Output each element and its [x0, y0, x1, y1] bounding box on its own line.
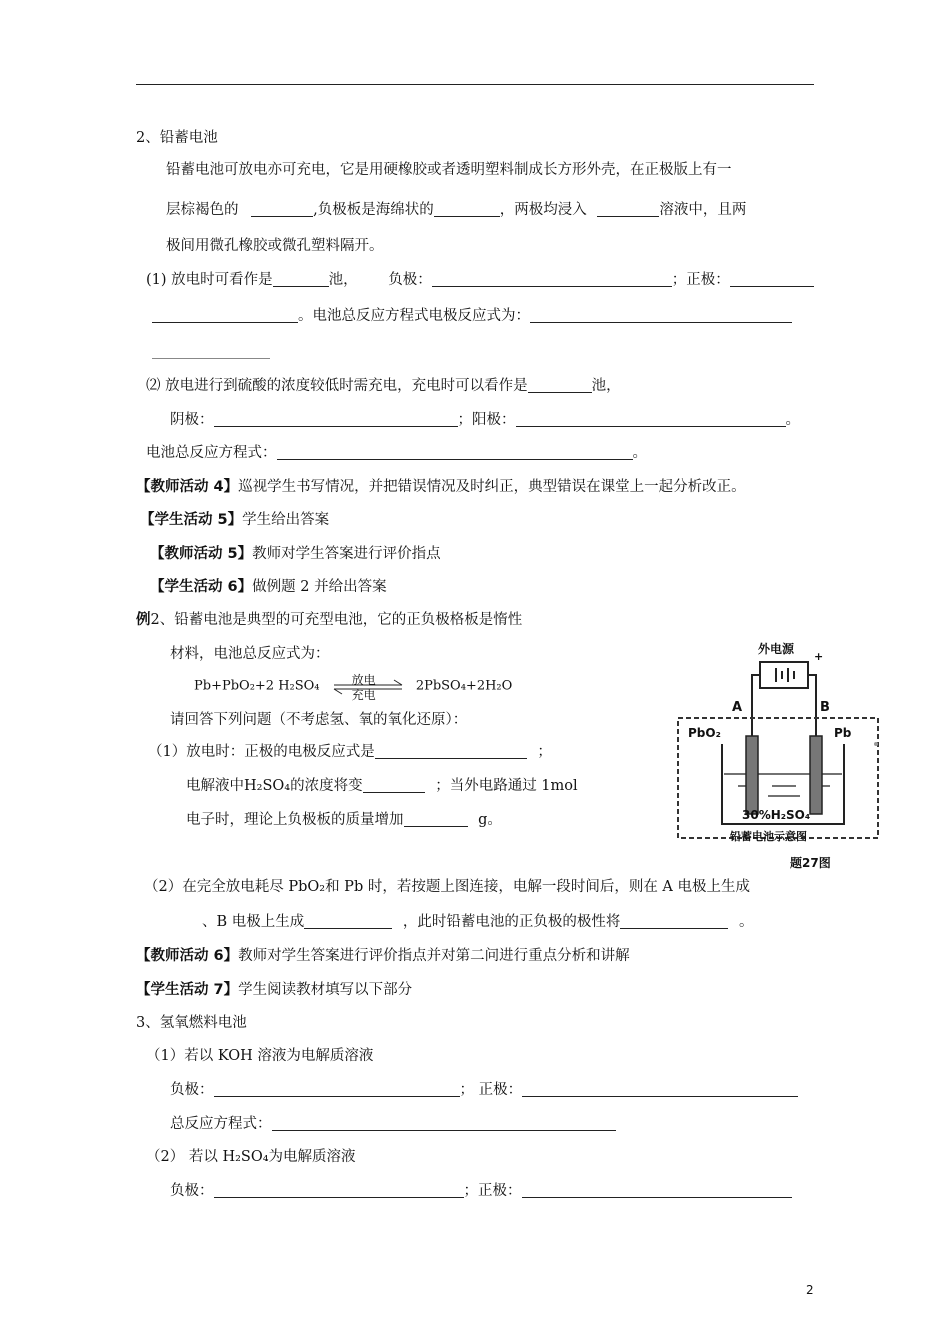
power-source-label: 外电源: [758, 642, 795, 656]
section-3-case-1-electrodes: 负极： ； 正极：: [170, 1080, 798, 1100]
pb-label: Pb: [834, 726, 852, 740]
example-q1: （1）放电时：正极的电极反应式是 ；: [148, 744, 552, 760]
question-2-electrodes: 阴极： ；阳极： 。: [170, 412, 800, 428]
question-2-charge: ⑵ 放电进行到硫酸的浓度较低时需充电，充电时可以看作是 池，: [146, 378, 621, 394]
question-1-continued-2: [152, 342, 270, 362]
blank-discharge-cell-type[interactable]: [273, 271, 329, 287]
blank-solution[interactable]: [597, 201, 659, 217]
blank-charge-cell-type[interactable]: [528, 377, 592, 393]
blank-b-product[interactable]: [304, 913, 392, 929]
arrow-label-discharge: 放电: [351, 673, 376, 687]
blank-h2so4-negative[interactable]: [214, 1182, 464, 1198]
section-3-case-2: （2） 若以 H₂SO₄为电解质溶液: [146, 1149, 356, 1165]
arrow-label-charge: 充电: [351, 688, 376, 702]
electrode-b-label: B: [820, 700, 830, 715]
section-2-paragraph-line2: 层棕褐色的 ,负极板是海绵状的 ，两极均浸入 溶液中，且两: [166, 202, 747, 218]
page-number: 2: [806, 1283, 814, 1297]
blank-concentration-change[interactable]: [363, 777, 425, 793]
example-q1-line2: 电解液中H₂SO₄的浓度将变 ；当外电路通过 1mol: [186, 778, 578, 794]
section-3-case-2-electrodes: 负极： ；正极：: [170, 1181, 792, 1201]
pbo2-label: PbO₂: [688, 726, 721, 740]
section-2-title: 2、铅蓄电池: [136, 130, 218, 146]
section-3-case-1-total: 总反应方程式：: [170, 1114, 616, 1134]
blank-discharge-positive-part2[interactable]: [152, 307, 298, 323]
problem-figure-label: 题27图: [790, 856, 831, 870]
example-q1-line3: 电子时，理论上负极板的质量增加 g。: [186, 812, 502, 828]
blank-discharge-total-part2[interactable]: [152, 343, 270, 359]
top-rule: [136, 84, 814, 85]
blank-koh-positive[interactable]: [522, 1081, 798, 1097]
blank-discharge-positive-part1[interactable]: [730, 271, 814, 287]
plus-label: +: [814, 650, 824, 663]
student-activity-6: 【学生活动 6】做例题 2 并给出答案: [150, 579, 387, 595]
example-q2: （2）在完全放电耗尽 PbO₂和 Pb 时，若按题上图连接，电解一段时间后，则在 A 电极上生成: [144, 879, 751, 895]
blank-koh-negative[interactable]: [214, 1081, 460, 1097]
blank-koh-total[interactable]: [272, 1115, 616, 1131]
example-2-line4: 请回答下列问题（不考虑氢、氧的氧化还原）：: [170, 712, 468, 728]
question-1-continued: 。电池总反应方程式电极反应式为：: [152, 306, 792, 326]
reversible-arrow: [330, 673, 406, 702]
student-activity-7: 【学生活动 7】学生阅读教材填写以下部分: [136, 982, 413, 998]
electrode-a-label: A: [732, 700, 743, 715]
teacher-activity-4: 【教师活动 4】巡视学生书写情况，并把错误情况及时纠正，典型错误在课堂上一起分析改正。: [136, 479, 746, 495]
section-3-title: 3、氢氧燃料电池: [136, 1015, 247, 1031]
section-3-case-1: （1）若以 KOH 溶液为电解质溶液: [146, 1048, 374, 1064]
blank-h2so4-positive[interactable]: [522, 1182, 792, 1198]
blank-anode[interactable]: [516, 411, 786, 427]
blank-positive-plate[interactable]: [251, 201, 313, 217]
diagram-caption: 铅蓄电池示意图: [730, 830, 807, 843]
section-2-paragraph-line1: 铅蓄电池可放电亦可充电，它是用硬橡胶或者透明塑料制成长方形外壳，在正极版上有一: [166, 162, 732, 178]
blank-discharge-negative[interactable]: [432, 271, 672, 287]
blank-mass-increase[interactable]: [404, 811, 468, 827]
example-q2-line2: 、B 电极上生成 ，此时铅蓄电池的正负极的极性将 。: [202, 914, 754, 930]
blank-discharge-total-part1[interactable]: [530, 307, 792, 323]
blank-cathode[interactable]: [214, 411, 458, 427]
question-2-total: 电池总反应方程式： 。: [146, 445, 647, 461]
example-2-equation: Pb+PbO₂+2 H₂SO₄ 放电 充电 2PbSO₄+2H₂O: [194, 676, 512, 697]
section-2-paragraph-line3: 极间用微孔橡胶或微孔塑料隔开。: [166, 238, 384, 254]
blank-negative-plate[interactable]: [434, 201, 500, 217]
example-2-title: 例2、铅蓄电池是典型的可充型电池，它的正负极格板是惰性: [136, 612, 523, 628]
teacher-activity-6: 【教师活动 6】教师对学生答案进行评价指点并对第二问进行重点分析和讲解: [136, 948, 630, 964]
blank-polarity[interactable]: [620, 913, 728, 929]
student-activity-5: 【学生活动 5】学生给出答案: [140, 512, 330, 528]
example-2-line2: 材料，电池总反应式为：: [170, 646, 330, 662]
acid-label: 30%H₂SO₄: [742, 808, 811, 822]
blank-charge-total[interactable]: [277, 444, 633, 460]
teacher-activity-5: 【教师活动 5】教师对学生答案进行评价指点: [150, 546, 441, 562]
blank-positive-reaction[interactable]: [375, 743, 527, 759]
lead-acid-battery-diagram: [672, 640, 884, 872]
question-1-discharge: (1) 放电时可看作是 池， 负极： ；正极：: [146, 270, 814, 290]
